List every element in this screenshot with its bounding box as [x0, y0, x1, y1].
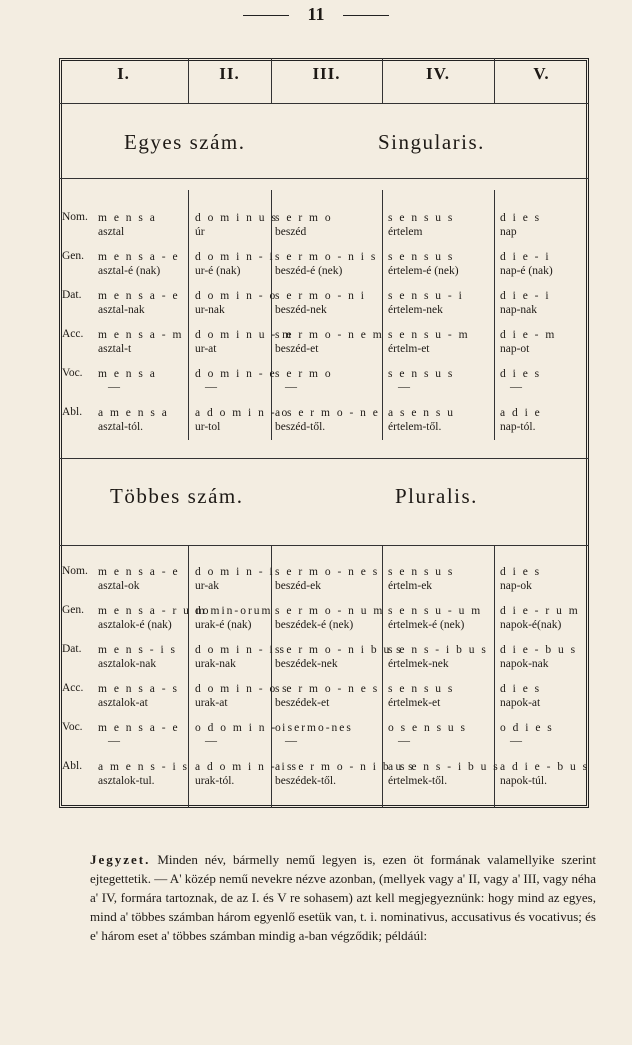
hungarian-form: beszédek-é (nek): [275, 619, 354, 631]
hungarian-form: értelmek-től.: [388, 775, 448, 787]
note-label: Jegyzet.: [90, 852, 151, 867]
case-label: Nom.: [62, 565, 88, 577]
hungarian-form: beszéd-é (nek): [275, 265, 343, 277]
case-label: Dat.: [62, 289, 82, 301]
latin-form: s e r m o - n e m: [275, 329, 384, 341]
singular-cell: [500, 211, 541, 239]
case-label: Acc.: [62, 328, 84, 340]
latin-form: o d i e s: [500, 722, 554, 734]
hungarian-form: értelm-ek: [388, 580, 433, 592]
singular-cell: [195, 250, 275, 278]
hungarian-form: beszédek-nek: [275, 658, 338, 670]
latin-form: d o m i n - o s: [195, 683, 289, 695]
hungarian-form: beszéd-nek: [275, 304, 327, 316]
case-label: Nom.: [62, 211, 88, 223]
singular-cell: [195, 211, 278, 239]
hungarian-form: napok-at: [500, 697, 541, 709]
latin-form: a m e n s a: [98, 407, 169, 419]
hungarian-form: értelem: [388, 226, 423, 238]
hungarian-form: ur-nak: [195, 304, 225, 316]
singular-cell: [388, 250, 459, 278]
hungarian-form: ur-tol: [195, 421, 221, 433]
latin-form: o sermo-nes: [275, 722, 353, 734]
plural-cell: [98, 760, 189, 788]
hungarian-form: értelm-et: [388, 343, 430, 355]
latin-form: d o m i n u - m: [195, 329, 294, 341]
hungarian-form: nap-ot: [500, 343, 530, 355]
plural-cell: [388, 682, 454, 710]
hungarian-form: urak-tól.: [195, 775, 235, 787]
singular-cell: [98, 289, 180, 317]
singular-cell: [388, 211, 454, 239]
hungarian-form: értelem-től.: [388, 421, 442, 433]
latin-form: d i e - i: [500, 290, 551, 302]
latin-form: a d i e: [500, 407, 542, 419]
hungarian-form: ur-é (nak): [195, 265, 241, 277]
plural-cell: [98, 604, 207, 632]
singular-cell: [388, 328, 470, 356]
declension-header-5: V.: [533, 64, 550, 83]
singular-cell: [275, 367, 333, 381]
singular-title-latin: Singularis.: [378, 130, 485, 154]
plural-cell: [195, 604, 273, 632]
latin-form: s e r m o - n i b u s: [275, 644, 403, 656]
plural-cell: [500, 721, 554, 735]
hungarian-form: nap: [500, 226, 517, 238]
case-label: Voc.: [62, 367, 83, 379]
hungarian-form: beszéd: [275, 226, 307, 238]
hungarian-form: ur-at: [195, 343, 217, 355]
latin-form: s e n s u s: [388, 683, 455, 695]
latin-form: s e r m o - n u m: [275, 605, 385, 617]
plural-cell: [500, 682, 541, 710]
singular-cell: [275, 250, 377, 278]
singular-cell: [98, 406, 169, 434]
column-divider: [494, 190, 495, 440]
latin-form: m e n s a - s: [98, 683, 179, 695]
em-dash-mark: —: [398, 379, 410, 393]
latin-form: m e n s a: [98, 368, 157, 380]
hungarian-form: beszéd-et: [275, 343, 319, 355]
hungarian-form: asztalok-nak: [98, 658, 157, 670]
row-rule: [59, 458, 589, 459]
column-divider: [188, 190, 189, 440]
latin-form: s e n s u s: [388, 251, 455, 263]
latin-form: m e n s - i s: [98, 644, 178, 656]
hungarian-form: napok-é(nak): [500, 619, 562, 631]
em-dash-mark: —: [205, 733, 217, 747]
hungarian-form: nap-tól.: [500, 421, 536, 433]
latin-form: a d o m i n - i s: [195, 761, 298, 773]
latin-form: s e n s u s: [388, 368, 455, 380]
hungarian-form: beszéd-ek: [275, 580, 321, 592]
latin-form: d i e s: [500, 683, 542, 695]
note-paragraph: [36, 850, 596, 945]
latin-form: a d i e - b u s: [500, 761, 590, 773]
latin-form: d o m i n - i: [195, 251, 275, 263]
latin-form: s e n s u s: [388, 212, 455, 224]
latin-form: m e n s a - m: [98, 329, 184, 341]
em-dash-mark: —: [510, 379, 522, 393]
latin-form: d i e s: [500, 212, 542, 224]
singular-cell: [275, 406, 380, 434]
page-number: 11: [307, 4, 325, 24]
hungarian-form: asztal-tól.: [98, 421, 144, 433]
case-label: Gen.: [62, 250, 85, 262]
hungarian-form: értelem-é (nek): [388, 265, 459, 277]
note-text: Minden név, bármelly nemű legyen is, ezen öt formának valamellyike szerint ejtegettetik. — A' közép nemű nevekre nézve azonban, (mellyek vagy a' II, vagy a' III, vagy néha a' IV, formára tartoznak, de az I. és V re sohasem) azt kell megjegyeznünk: hogy mind az egyes, mind a' többes számban három egyenlő esetük van, t. i. nominativus, accusativus és vocativus; és e' három eset a' többes számban mindig a-ban végződik; példáúl:: [90, 852, 596, 943]
hungarian-form: urak-nak: [195, 658, 236, 670]
hungarian-form: ur-ak: [195, 580, 220, 592]
hungarian-form: asztal-t: [98, 343, 132, 355]
latin-form: d i e s: [500, 566, 542, 578]
singular-cell: [98, 328, 183, 356]
hungarian-form: asztalok-tul.: [98, 775, 155, 787]
plural-cell: [98, 565, 180, 593]
latin-form: s e r m o - n i s: [275, 251, 378, 263]
latin-form: a s e n s u: [388, 407, 456, 419]
row-rule: [59, 178, 589, 179]
singular-cell: [500, 328, 556, 356]
latin-form: m e n s a - e: [98, 722, 180, 734]
hungarian-form: urak-at: [195, 697, 228, 709]
declension-header-3: III.: [312, 64, 341, 83]
latin-form: d o m i n - o: [195, 290, 278, 302]
header-rule-left: [243, 15, 289, 16]
hungarian-form: asztal-ok: [98, 580, 140, 592]
em-dash-mark: —: [398, 733, 410, 747]
hungarian-form: értelmek-nek: [388, 658, 449, 670]
latin-form: d i e - b u s: [500, 644, 578, 656]
case-label: Voc.: [62, 721, 83, 733]
latin-form: o s e n s u s: [388, 722, 468, 734]
latin-form: m e n s a: [98, 212, 157, 224]
singular-cell: [98, 367, 157, 381]
singular-cell: [388, 289, 464, 317]
latin-form: m e n s a - r u m: [98, 605, 207, 617]
case-label: Acc.: [62, 682, 84, 694]
hungarian-form: nap-é (nak): [500, 265, 553, 277]
plural-cell: [388, 643, 488, 671]
latin-form: s e r m o: [275, 212, 333, 224]
latin-form: d i e s: [500, 368, 542, 380]
case-label: Gen.: [62, 604, 85, 616]
plural-cell: [388, 760, 500, 788]
plural-cell: [98, 682, 179, 710]
plural-cell: [275, 565, 379, 593]
column-divider: [382, 190, 383, 440]
plural-title-hungarian: Többes szám.: [110, 484, 244, 508]
plural-cell: [275, 682, 379, 710]
hungarian-form: asztalok-at: [98, 697, 148, 709]
latin-form: s e n s - i b u s: [388, 644, 488, 656]
latin-form: d i e - i: [500, 251, 551, 263]
hungarian-form: nap-ok: [500, 580, 532, 592]
hungarian-form: asztalok-é (nak): [98, 619, 172, 631]
hungarian-form: értelmek-et: [388, 697, 441, 709]
declension-header-1: I.: [117, 64, 130, 83]
hungarian-form: beszédek-et: [275, 697, 330, 709]
singular-cell: [275, 211, 333, 239]
hungarian-form: napok-nak: [500, 658, 549, 670]
singular-cell: [388, 406, 455, 434]
singular-cell: [500, 406, 542, 434]
latin-form: a s e r m o - n e: [275, 407, 380, 419]
latin-form: s e n s u - m: [388, 329, 470, 341]
latin-form: s e n s u s: [388, 566, 455, 578]
latin-form: m e n s a - e: [98, 566, 180, 578]
latin-form: o d o m i n - i: [195, 722, 288, 734]
declension-header-4: IV.: [426, 64, 450, 83]
latin-form: d o m i n - i: [195, 566, 275, 578]
plural-cell: [275, 604, 384, 632]
singular-cell: [275, 328, 384, 356]
singular-cell: [275, 289, 366, 317]
plural-cell: [195, 565, 275, 593]
singular-cell: [195, 289, 277, 317]
latin-form: d i e - m: [500, 329, 557, 341]
hungarian-form: asztal-nak: [98, 304, 145, 316]
em-dash-mark: —: [205, 379, 217, 393]
hungarian-form: beszéd-től.: [275, 421, 326, 433]
em-dash-mark: —: [285, 379, 297, 393]
em-dash-mark: —: [108, 733, 120, 747]
plural-cell: [275, 643, 403, 671]
latin-form: m e n s a - e: [98, 290, 180, 302]
page-header: [0, 4, 632, 25]
plural-cell: [500, 565, 541, 593]
latin-form: s e r m o - n i: [275, 290, 367, 302]
case-label: Dat.: [62, 643, 82, 655]
hungarian-form: nap-nak: [500, 304, 538, 316]
hungarian-form: értelmek-é (nek): [388, 619, 465, 631]
row-rule: [59, 545, 589, 546]
latin-form: d o m i n - i s: [195, 644, 287, 656]
singular-cell: [500, 289, 551, 317]
latin-form: a d o m i n - o: [195, 407, 290, 419]
singular-title-hungarian: Egyes szám.: [124, 130, 246, 154]
latin-form: domin-orum: [195, 605, 273, 617]
plural-cell: [388, 604, 482, 632]
latin-form: a m e n s - i s: [98, 761, 190, 773]
singular-cell: [500, 250, 553, 278]
latin-form: s e r m o - n e s: [275, 566, 380, 578]
hungarian-form: értelem-nek: [388, 304, 443, 316]
latin-form: s e n s u - u m: [388, 605, 483, 617]
latin-form: d i e - r u m: [500, 605, 580, 617]
latin-form: a s e n s - i b u s: [388, 761, 500, 773]
row-rule: [59, 103, 589, 104]
em-dash-mark: —: [108, 379, 120, 393]
hungarian-form: úr: [195, 226, 205, 238]
latin-form: s e r m o: [275, 368, 333, 380]
em-dash-mark: —: [285, 733, 297, 747]
hungarian-form: asztal: [98, 226, 125, 238]
header-rule-right: [343, 15, 389, 16]
latin-form: d o m i n u s: [195, 212, 278, 224]
singular-cell: [98, 211, 157, 239]
plural-cell: [388, 565, 454, 593]
latin-form: m e n s a - e: [98, 251, 180, 263]
hungarian-form: napok-túl.: [500, 775, 547, 787]
case-label: Abl.: [62, 406, 83, 418]
plural-title-latin: Pluralis.: [395, 484, 478, 508]
latin-form: d o m i n - e: [195, 368, 277, 380]
latin-form: s e r m o - n e s: [275, 683, 380, 695]
latin-form: a s e r m o - n i b u s: [275, 761, 415, 773]
singular-cell: [98, 250, 180, 278]
latin-form: s e n s u - i: [388, 290, 464, 302]
declension-header-2: II.: [219, 64, 240, 83]
hungarian-form: asztal-é (nak): [98, 265, 161, 277]
case-label: Abl.: [62, 760, 83, 772]
em-dash-mark: —: [510, 733, 522, 747]
hungarian-form: beszédek-től.: [275, 775, 336, 787]
hungarian-form: urak-é (nak): [195, 619, 252, 631]
plural-cell: [195, 643, 286, 671]
plural-cell: [500, 643, 577, 671]
plural-cell: [98, 643, 177, 671]
plural-cell: [500, 604, 580, 632]
plural-cell: [500, 760, 589, 788]
